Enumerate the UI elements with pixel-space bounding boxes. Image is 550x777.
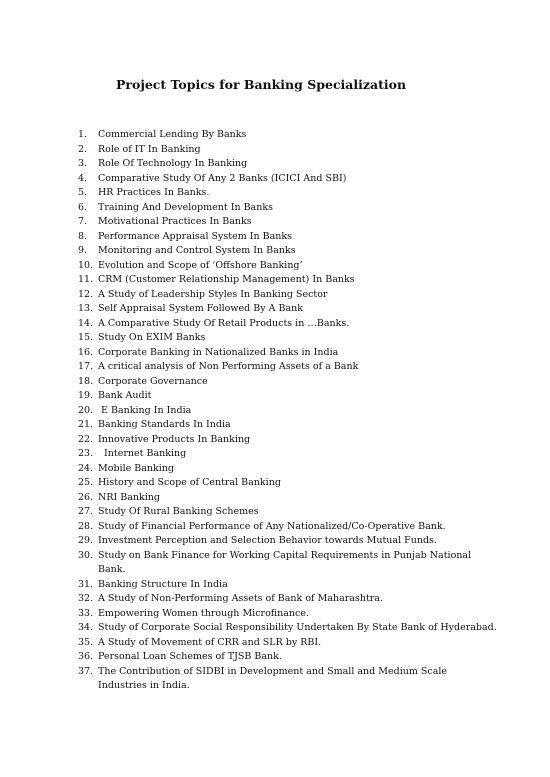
topic-number: 13. — [78, 303, 94, 314]
topic-item — [78, 534, 498, 549]
topic-number: 25. — [78, 477, 94, 488]
topic-text: Commercial Lending By Banks — [98, 129, 247, 140]
topic-item — [78, 230, 498, 245]
topic-item — [78, 491, 498, 506]
topic-number: 21. — [78, 419, 94, 430]
topic-number: 35. — [78, 636, 94, 648]
topic-text: Comparative Study Of Any 2 Banks (ICICI And SBI) — [98, 172, 347, 184]
topic-item — [78, 476, 498, 491]
topic-text: Performance Appraisal System In Banks — [98, 230, 293, 242]
topic-text: A Study of Leadership Styles In Banking Sector — [98, 288, 328, 300]
topic-text: HR Practices In Banks. — [98, 187, 210, 198]
topic-item — [78, 302, 498, 317]
topic-item — [78, 592, 498, 607]
topic-number: 33. — [78, 607, 94, 619]
topic-item — [78, 433, 498, 448]
topic-number: 3. — [78, 158, 88, 169]
topic-number: 19. — [78, 390, 94, 401]
topic-item — [78, 259, 498, 274]
topic-number: 1. — [78, 129, 88, 140]
topic-number: 17. — [78, 361, 94, 372]
topic-item — [78, 172, 498, 187]
topic-item — [78, 621, 498, 636]
topic-text: Banking Standards In India — [98, 419, 231, 430]
topic-item — [78, 404, 498, 419]
topic-item — [78, 288, 498, 303]
topic-number: 7. — [78, 216, 88, 227]
topic-item — [78, 578, 498, 593]
topic-text: Evolution and Scope of ‘Offshore Banking’ — [98, 259, 303, 271]
topic-number: 5. — [78, 187, 88, 198]
topic-item — [78, 665, 498, 694]
topic-item — [78, 607, 498, 622]
topic-item — [78, 650, 498, 665]
topic-item — [78, 157, 498, 172]
topic-text: Internet Banking — [98, 448, 187, 459]
topic-item — [78, 418, 498, 433]
topic-number: 4. — [78, 172, 88, 184]
topic-number: 8. — [78, 230, 88, 242]
topic-text: Investment Perception and Selection Behavior towards Mutual Funds. — [98, 535, 437, 546]
topic-item — [78, 462, 498, 477]
topic-item — [78, 273, 498, 288]
topic-number: 32. — [78, 593, 94, 604]
topic-text: NRI Banking — [98, 491, 160, 503]
topic-item — [78, 375, 498, 390]
topic-number: 9. — [78, 245, 88, 256]
topic-text: Bank Audit — [98, 390, 152, 401]
topic-text: A Study of Movement of CRR and SLR by RBI. — [98, 636, 322, 648]
topic-number: 23. — [78, 448, 94, 459]
topic-item — [78, 317, 498, 332]
topic-item — [78, 201, 498, 216]
topic-item — [78, 520, 498, 535]
topic-number: 12. — [78, 288, 94, 300]
document-title: Project Topics for Banking Specialization — [116, 77, 407, 92]
topic-text: Empowering Women through Microfinance. — [98, 607, 309, 619]
topic-number: 26. — [78, 491, 94, 503]
topic-text: E Banking In India — [98, 404, 192, 416]
topic-number: 28. — [78, 520, 94, 532]
topic-text: Study on Bank Finance for Working Capital Requirements in Punjab National Bank. — [98, 549, 475, 575]
topic-number: 6. — [78, 201, 88, 213]
topic-number: 2. — [78, 143, 88, 155]
topic-text: Motivational Practices In Banks — [98, 216, 252, 227]
topic-number: 11. — [78, 274, 94, 285]
topic-text: Banking Structure In India — [98, 578, 228, 590]
topic-item — [78, 346, 498, 361]
topic-text: History and Scope of Central Banking — [98, 477, 281, 488]
topic-text: Role of IT In Banking — [98, 143, 201, 155]
topic-number: 30. — [78, 549, 94, 561]
topic-number: 10. — [78, 259, 94, 271]
topic-number: 22. — [78, 433, 94, 445]
topic-item — [78, 186, 498, 201]
topic-text: Monitoring and Control System In Banks — [98, 245, 296, 256]
topic-text: The Contribution of SIDBI in Development and Small and Medium Scale Industries in India. — [98, 665, 451, 691]
topic-item — [78, 244, 498, 259]
topic-number: 31. — [78, 578, 94, 590]
topic-number: 20. — [78, 404, 94, 416]
topic-text: Corporate Banking in Nationalized Banks in India — [98, 346, 339, 358]
topic-item — [78, 447, 498, 462]
topic-item — [78, 128, 498, 143]
topic-number: 18. — [78, 375, 94, 387]
topic-item — [78, 331, 498, 346]
topic-number: 29. — [78, 535, 94, 546]
topic-number: 37. — [78, 665, 94, 677]
topic-item — [78, 215, 498, 230]
topic-number: 27. — [78, 506, 94, 517]
topic-text: CRM (Customer Relationship Management) In Banks — [98, 274, 355, 285]
topic-item — [78, 143, 498, 158]
topic-item — [78, 636, 498, 651]
topic-text: Corporate Governance — [98, 375, 208, 387]
topic-number: 34. — [78, 622, 94, 633]
topic-number: 15. — [78, 332, 94, 343]
topic-text: Personal Loan Schemes of TJSB Bank. — [98, 651, 282, 662]
topic-text: Study of Financial Performance of Any Nationalized/Co-Operative Bank. — [98, 520, 446, 532]
topic-text: A Comparative Study Of Retail Products in …Banks. — [98, 317, 350, 329]
topic-item — [78, 360, 498, 375]
topic-text: Innovative Products In Banking — [98, 433, 251, 445]
topic-text: Mobile Banking — [98, 462, 175, 474]
topic-item — [78, 505, 498, 520]
topic-text: Study On EXIM Banks — [98, 332, 206, 343]
topic-item — [78, 549, 498, 578]
topic-text: A critical analysis of Non Performing Assets of a Bank — [98, 361, 359, 372]
topic-text: Training And Development In Banks — [98, 201, 273, 213]
topic-text: Self Appraisal System Followed By A Bank — [98, 303, 303, 314]
topic-item — [78, 389, 498, 404]
topic-text: Study of Corporate Social Responsibility Undertaken By State Bank of Hyderabad. — [98, 622, 497, 633]
topic-text: Study Of Rural Banking Schemes — [98, 506, 259, 517]
topic-text: Role Of Technology In Banking — [98, 158, 248, 169]
topic-number: 16. — [78, 346, 94, 358]
topic-number: 24. — [78, 462, 94, 474]
topic-number: 14. — [78, 317, 94, 329]
topic-list — [78, 128, 498, 694]
topic-text: A Study of Non-Performing Assets of Bank of Maharashtra. — [98, 593, 383, 604]
topic-number: 36. — [78, 651, 94, 662]
